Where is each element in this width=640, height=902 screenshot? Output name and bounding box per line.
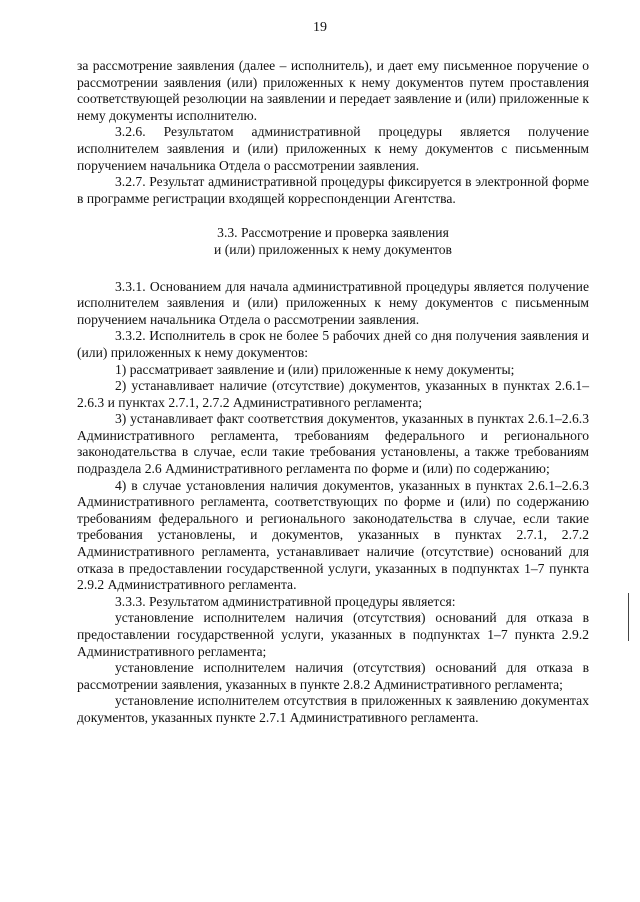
list-item-1: 1) рассматривает заявление и (или) приложенные к нему документы; — [115, 361, 515, 377]
paragraph-3-3-2: 3.3.2. Исполнитель в срок не более 5 рабочих дней со дня получения заявления и (или) приложенных к нему документов: — [77, 328, 589, 360]
result-item-3: установление исполнителем отсутствия в приложенных к заявлению документах документов, указанных пункте 2.7.1 Административного регламента. — [77, 693, 589, 725]
paragraph-3-3-1: 3.3.1. Основанием для начала административной процедуры является получение исполнителем заявления и (или) приложенных к нему документов с письменным поручением начальника Отдела о рассмотрении заявления. — [77, 278, 589, 327]
document-body — [77, 58, 589, 727]
paragraph-intro: за рассмотрение заявления (далее – исполнитель), и дает ему письменное поручение о рассмотрении заявления (или) приложенных к нему документов путем проставления соответствующей резолюции на заявлении и передает заявление и (или) приложенные к нему документы исполнителю. — [77, 58, 589, 123]
paragraph-3-2-6: 3.2.6. Результатом административной процедуры является получение исполнителем заявления и (или) приложенных к нему документов с письменным поручением начальника Отдела о рассмотрении заявления. — [77, 124, 589, 173]
paragraph-3-3-3: 3.3.3. Результатом административной процедуры является: — [115, 593, 456, 609]
list-item-2: 2) устанавливает наличие (отсутствие) документов, указанных в пунктах 2.6.1–2.6.3 и пунктах 2.7.1, 2.7.2 Административного регламента; — [77, 378, 589, 410]
list-item-4: 4) в случае установления наличия документов, указанных в пунктах 2.6.1–2.6.3 Административного регламента, соответствующих по форме и (или) по содержанию требованиям федерального и регионального законодательства в случае, если такие требования установлены, и документов, указанных в пунктах 2.7.1, 2.7.2 Административного регламента, устанавливает наличие (отсутствие) оснований для отказа в предоставлении государственной услуги, указанных в подпунктах 1–7 пункта 2.9.2 Административного регламента. — [77, 477, 589, 593]
section-heading-line-2: и (или) приложенных к нему документов — [214, 241, 452, 257]
section-heading-line-1: 3.3. Рассмотрение и проверка заявления — [217, 225, 449, 241]
scan-margin-mark — [628, 593, 629, 641]
result-item-1: установление исполнителем наличия (отсутствия) оснований для отказа в предоставлении государственной услуги, указанных в подпунктах 1–7 пункта 2.9.2 Административного регламента; — [77, 610, 589, 659]
list-item-3: 3) устанавливает факт соответствия документов, указанных в пунктах 2.6.1–2.6.3 Административного регламента, требованиям федерального и регионального законодательства в случае, если такие требования установлены, а также требованиям подраздела 2.6 Административного регламента по форме и (или) по содержанию; — [77, 411, 589, 477]
result-item-2: установление исполнителем наличия (отсутствия) оснований для отказа в рассмотрении заявления, указанных в пункте 2.8.2 Административного регламента; — [77, 660, 589, 692]
section-heading — [77, 225, 589, 258]
page-number: 19 — [313, 20, 327, 35]
paragraph-3-2-7: 3.2.7. Результат административной процедуры фиксируется в электронной форме в программе регистрации входящей корреспонденции Агентства. — [77, 174, 589, 206]
